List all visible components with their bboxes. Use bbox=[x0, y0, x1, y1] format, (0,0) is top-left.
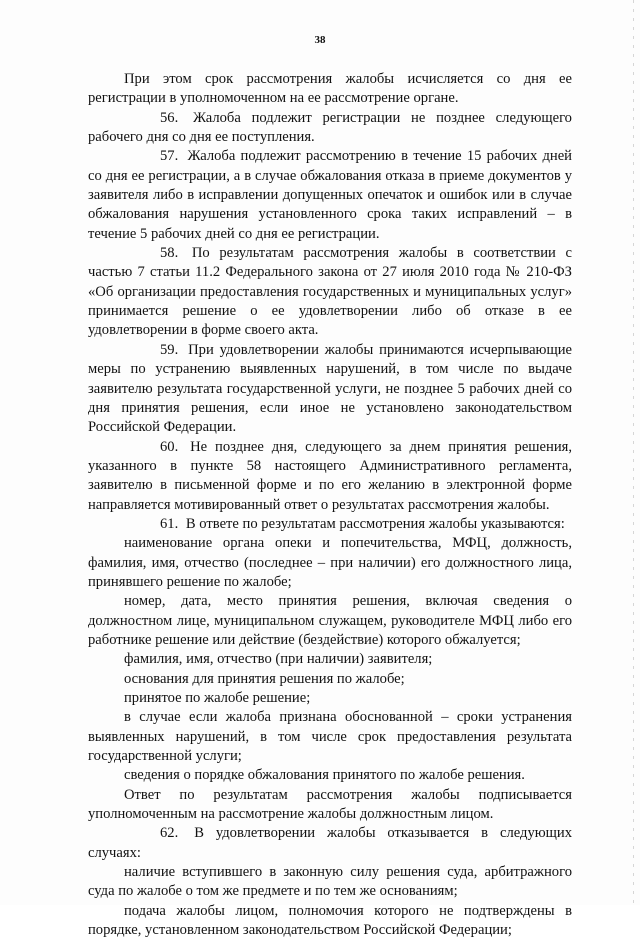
list-item bbox=[88, 670, 572, 689]
list-item bbox=[88, 863, 572, 902]
paragraph-text: Ответ по результатам рассмотрения жалобы подписывается уполномоченным на рассмотрение жалобы должностным лицом. bbox=[88, 786, 572, 823]
document-body bbox=[88, 70, 572, 940]
paragraph-57 bbox=[88, 147, 572, 244]
paragraph-number: 56. bbox=[160, 109, 179, 126]
paragraph-text: наименование органа опеки и попечительства, МФЦ, должность, фамилия, имя, отчество (последнее – при наличии) его должностного лица, принявшего решение по жалобе; bbox=[88, 535, 572, 590]
paragraph-59 bbox=[88, 341, 572, 438]
paragraph-text: сведения о порядке обжалования принятого по жалобе решения. bbox=[124, 767, 525, 784]
paragraph-text: наличие вступившего в законную силу решения суда, арбитражного суда по жалобе о том же предмете и по тем же основаниям; bbox=[88, 864, 572, 900]
paragraph-text: Не позднее дня, следующего за днем принятия решения, указанного в пункте 58 настоящего Административного регламента, заявителю в письменной форме и по его желанию в электронной форме направляется мотивированный ответ о результатах рассмотрения жалобы. bbox=[88, 438, 572, 513]
paragraph-61 bbox=[88, 515, 572, 534]
paragraph-text: подача жалобы лицом, полномочия которого не подтверждены в порядке, установленном законодательством Российской Федерации; bbox=[88, 902, 572, 939]
list-item bbox=[88, 902, 572, 940]
paragraph bbox=[88, 786, 572, 825]
paragraph-number: 57. bbox=[160, 148, 179, 165]
paragraph-text: При этом срок рассмотрения жалобы исчисляется со дня ее регистрации в уполномоченном на ее рассмотрение органе. bbox=[88, 71, 572, 107]
paragraph-number: 61. bbox=[160, 515, 179, 532]
paragraph-text: принятое по жалобе решение; bbox=[124, 690, 311, 706]
paragraph-text: основания для принятия решения по жалобе; bbox=[124, 670, 405, 687]
page-number: 38 bbox=[314, 34, 326, 46]
paragraph-text: По результатам рассмотрения жалобы в соответствии с частью 7 статьи 11.2 Федерального закона от 27 июля 2010 года № 210-ФЗ «Об организации предоставления государственных и муниципальных услуг» принимается решение о ее удовлетворении либо об отказе в ее удовлетворении в форме своего акта. bbox=[88, 245, 572, 339]
paragraph-58 bbox=[88, 244, 572, 341]
paragraph-text: В ответе по результатам рассмотрения жалобы указываются: bbox=[185, 515, 565, 532]
paragraph-text: При удовлетворении жалобы принимаются исчерпывающие меры по устранению выявленных нарушений, в том числе по выдаче заявителю результата государственной услуги, не позднее 5 рабочих дней со дня принятия решения, если иное не установлено законодательством Российской Федерации. bbox=[88, 341, 572, 436]
paragraph-60 bbox=[88, 438, 572, 515]
paragraph-text: фамилия, имя, отчество (при наличии) заявителя; bbox=[124, 651, 433, 668]
paragraph-56 bbox=[88, 109, 572, 148]
paragraph-number: 59. bbox=[160, 341, 179, 358]
list-item bbox=[88, 534, 572, 592]
paragraph-number: 60. bbox=[160, 438, 179, 455]
paragraph-number: 62. bbox=[160, 825, 179, 842]
paragraph-text: в случае если жалоба признана обоснованной – сроки устранения выявленных нарушений, в том числе срок предоставления результата государственной услуги; bbox=[88, 709, 572, 765]
paragraph-text: Жалоба подлежит рассмотрению в течение 15 рабочих дней со дня ее регистрации, а в случае обжалования отказа в приеме документов у заявителя либо в исправлении допущенных опечаток и ошибок или в случае обжалования нарушения установленного срока таких исправлений – в течение 5 рабочих дней со дня ее регистрации. bbox=[88, 148, 572, 242]
list-item bbox=[88, 766, 572, 785]
list-item bbox=[88, 592, 572, 650]
paragraph-text: Жалоба подлежит регистрации не позднее следующего рабочего дня со дня ее поступления. bbox=[88, 109, 572, 146]
scan-edge-line bbox=[633, 0, 634, 905]
paragraph bbox=[88, 70, 572, 109]
list-item bbox=[88, 689, 572, 708]
paragraph-number: 58. bbox=[160, 245, 179, 262]
list-item bbox=[88, 708, 572, 766]
paragraph-text: В удовлетворении жалобы отказывается в следующих случаях: bbox=[88, 825, 572, 861]
list-item bbox=[88, 650, 572, 669]
paragraph-text: номер, дата, место принятия решения, включая сведения о должностном лице, муниципальном служащем, руководителе МФЦ либо его работнике решение или действие (бездействие) которого обжалуется; bbox=[88, 593, 572, 648]
paragraph-62 bbox=[88, 824, 572, 863]
